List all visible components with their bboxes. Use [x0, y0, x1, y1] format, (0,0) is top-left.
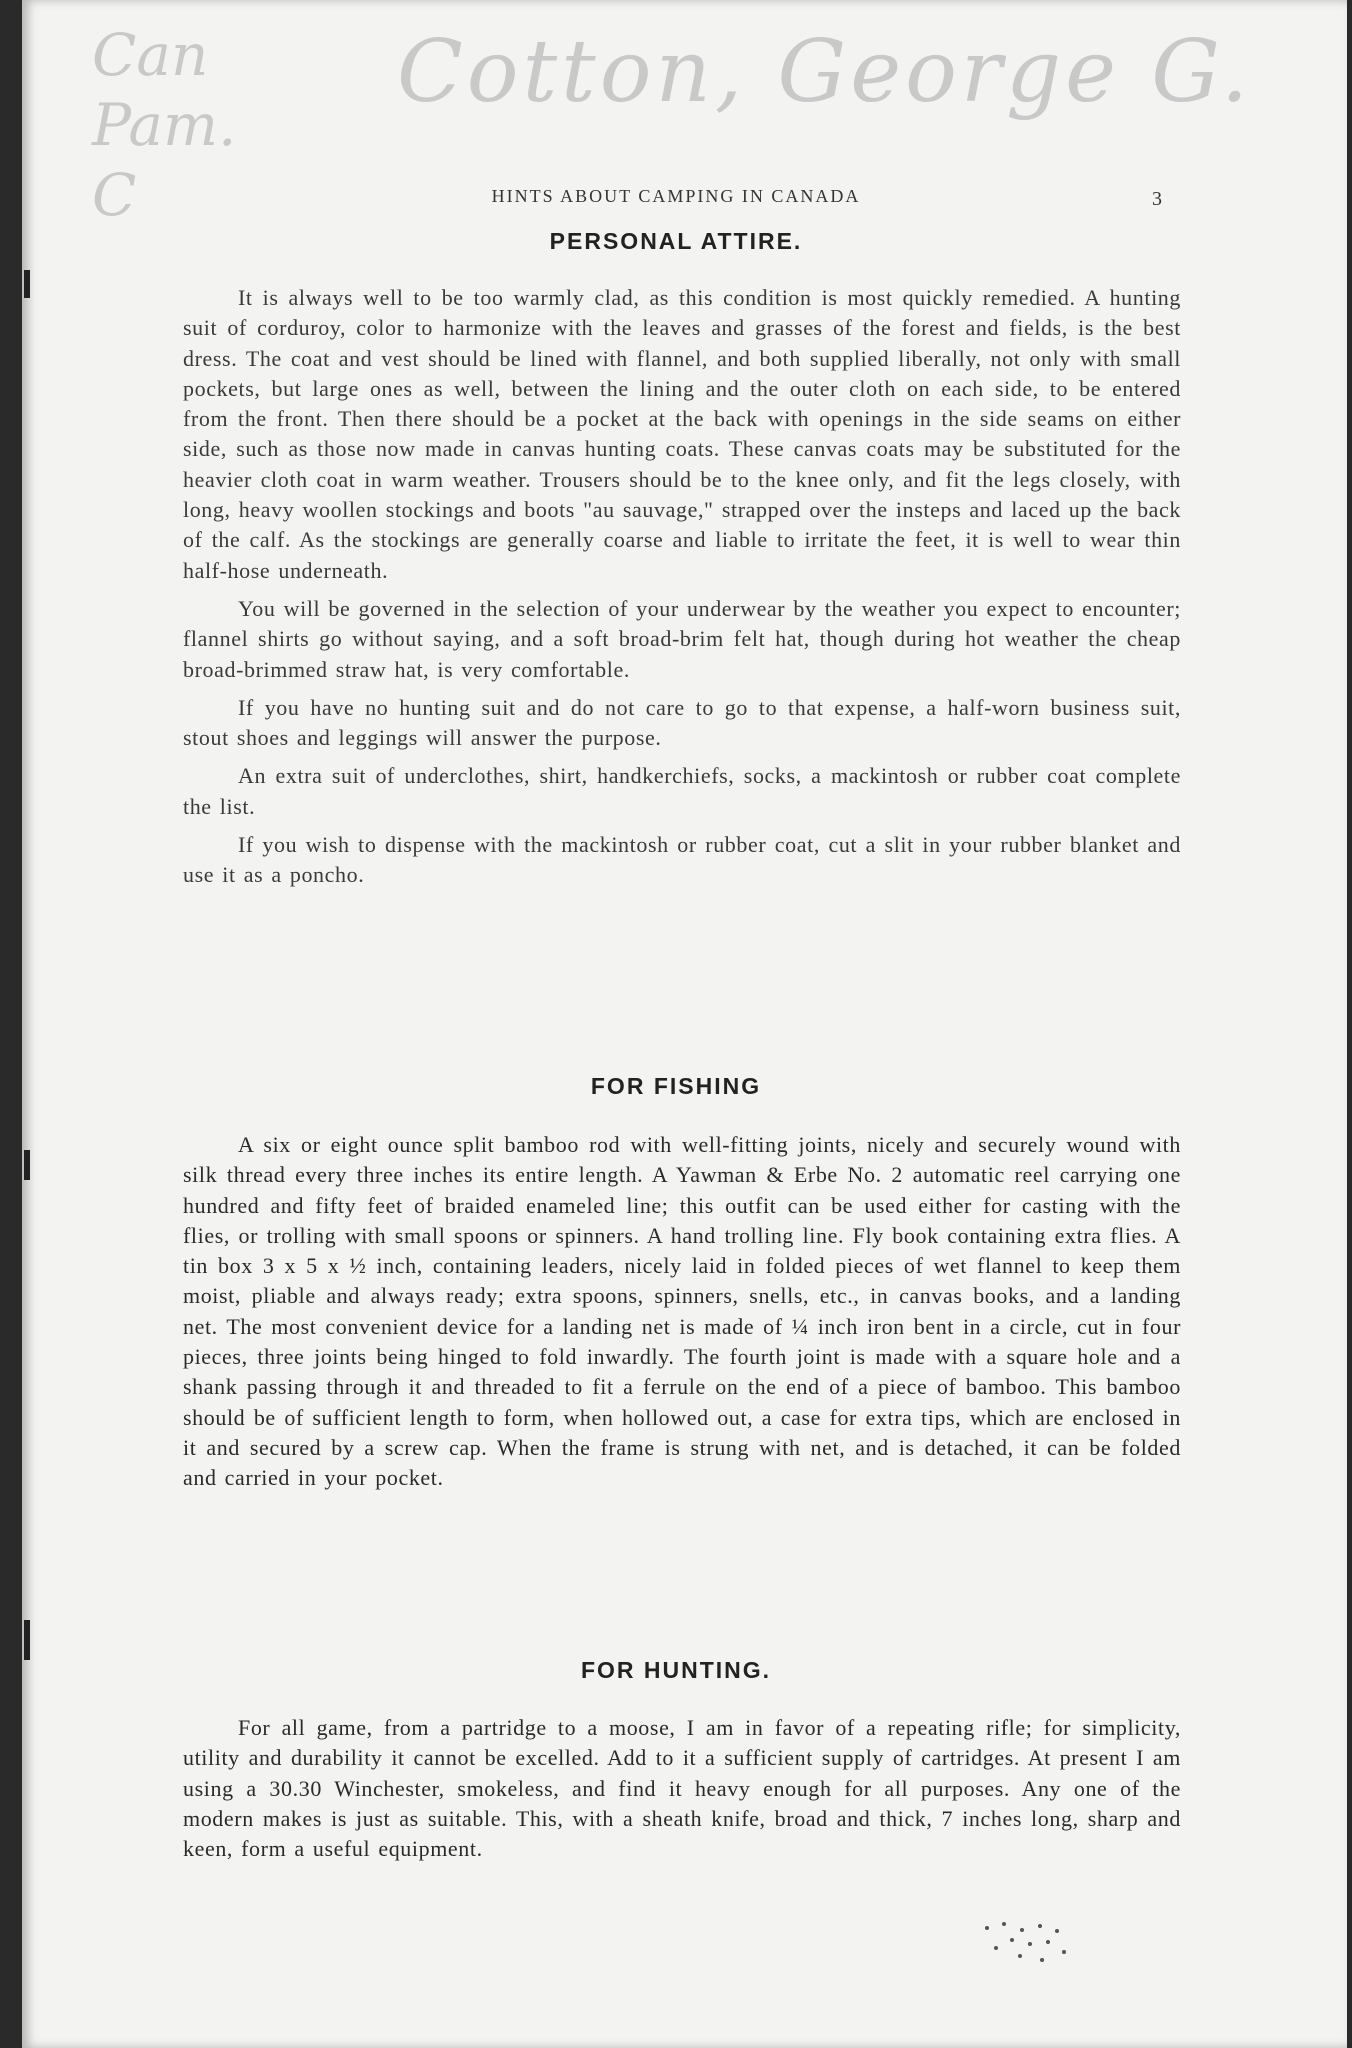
paragraph: An extra suit of underclothes, shirt, handkerchiefs, socks, a mackintosh or rubber coat complete the list. — [183, 763, 1181, 819]
paragraph: A six or eight ounce split bamboo rod with well-fitting joints, nicely and securely wound with silk thread every three inches its entire length. A Yawman & Erbe No. 2 automatic reel carrying one hundred and fifty feet of braided enameled line; this outfit can be used either for casting with the flies, or trolling with small spoons or spinners. A hand trolling line. Fly book containing extra flies. A tin box 3 x 5 x ½ inch, containing leaders, nicely laid in folded pieces of wet flannel to keep them moist, pliable and always ready; extra spoons, spinners, snells, etc., in canvas books, and a landing net. The most convenient device for a landing net is made of ¼ inch iron bent in a circle, cut in four pieces, three joints being hinged to fold inwardly. The fourth joint is made with a square hole and a shank passing through it and threaded to fit a ferrule on the end of a piece of bamboo. This bamboo should be of sufficient length to form, when hollowed out, a case for extra tips, which are enclosed in it and secured by a screw cap. When the frame is strung with net, and is detached, it can be folded and carried in your pocket. — [183, 1132, 1181, 1491]
binding-mark — [24, 1150, 30, 1180]
section-title-for-fishing: FOR FISHING — [590, 1073, 762, 1099]
section-title-personal-attire: PERSONAL ATTIRE. — [549, 228, 803, 254]
section-title-for-hunting: FOR HUNTING. — [580, 1657, 772, 1683]
handwritten-catalog-note: Can Pam. C — [92, 21, 237, 229]
paragraph: For all game, from a partridge to a moose, I am in favor of a repeating rifle; for simplicity, utility and durability it cannot be excelled. Add to it a sufficient supply of cartridges. At present I am using a 30.30 Winchester, smokeless, and find it heavy enough for all purposes. Any one of the modern makes is just as suitable. This, with a sheath knife, broad and thick, 7 inches long, sharp and keen, form a useful equipment. — [183, 1715, 1181, 1862]
section-body-personal-attire — [183, 283, 1181, 899]
binding-mark — [24, 1620, 30, 1660]
paragraph: If you wish to dispense with the mackintosh or rubber coat, cut a slit in your rubber blanket and use it as a poncho. — [183, 832, 1181, 888]
section-body-for-hunting — [183, 1713, 1181, 1872]
handwritten-author-name: Cotton, George G. — [397, 22, 1253, 122]
binding-mark — [24, 270, 30, 298]
page-number: 3 — [1152, 188, 1162, 210]
paragraph: You will be governed in the selection of your underwear by the weather you expect to encounter; flannel shirts go without saying, and a soft broad-brim felt hat, though during hot weather the cheap broad-brimmed straw hat, is very comfortable. — [183, 595, 1181, 682]
section-body-for-fishing — [183, 1130, 1181, 1502]
paragraph: It is always well to be too warmly clad, as this condition is most quickly remedied. A hunting suit of corduroy, color to harmonize with the leaves and grasses of the forest and fields, is the best dress. The coat and vest should be lined with flannel, and both supplied liberally, not only with small pockets, but large ones as well, between the lining and the outer cloth on each side, to be entered from the front. Then there should be a pocket at the back with openings in the side seams on either side, such as those now made in canvas hunting coats. These canvas coats may be substituted for the heavier cloth coat in warm weather. Trousers should be to the knee only, and fit the legs closely, with long, heavy woollen stockings and boots "au sauvage," strapped over the insteps and laced up the back of the calf. As the stockings are generally coarse and liable to irritate the feet, it is well to wear thin half-hose underneath. — [183, 285, 1181, 583]
paragraph: If you have no hunting suit and do not care to go to that expense, a half-worn business suit, stout shoes and leggings will answer the purpose. — [183, 694, 1181, 751]
running-head: HINTS ABOUT CAMPING IN CANADA — [491, 186, 861, 206]
